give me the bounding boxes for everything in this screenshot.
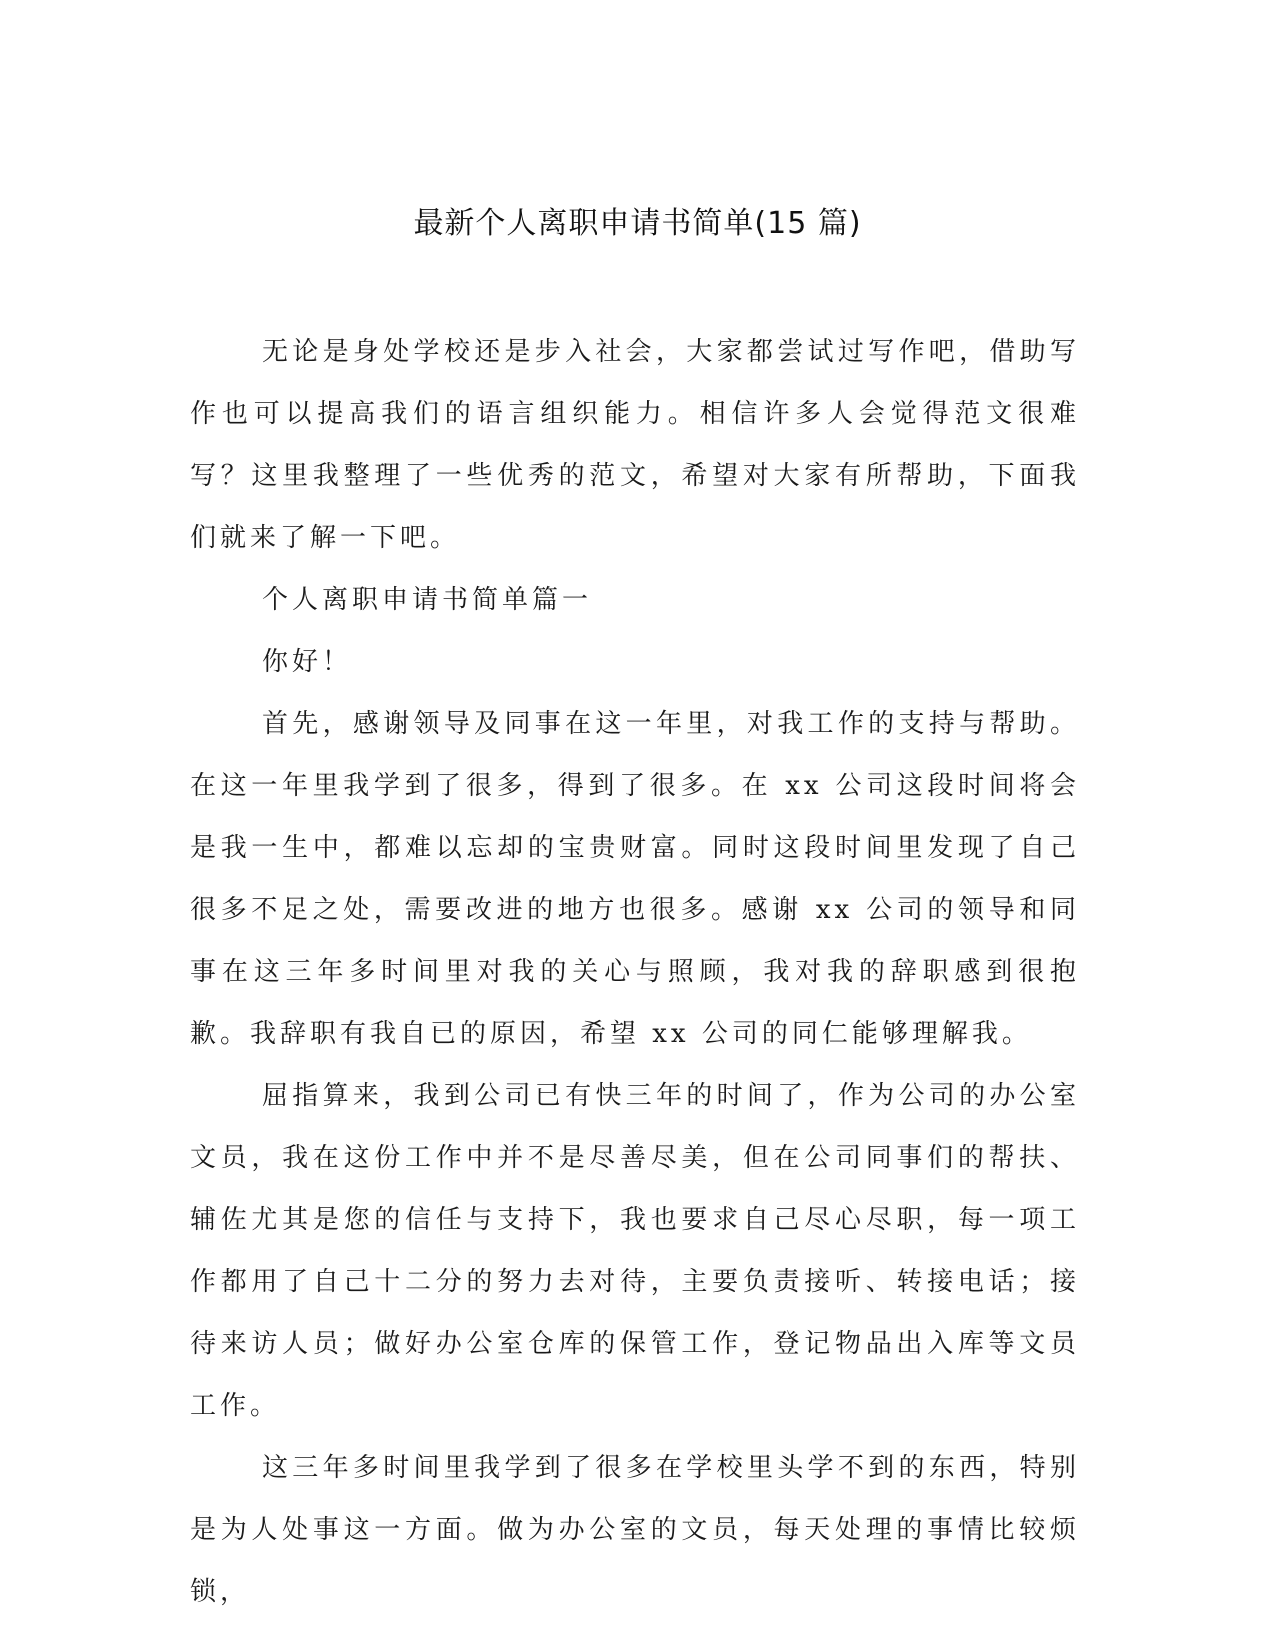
intro-paragraph: 无论是身处学校还是步入社会，大家都尝试过写作吧，借助写作也可以提高我们的语言组织能力。相信许多人会觉得范文很难写？这里我整理了一些优秀的范文，希望对大家有所帮助，下面我们就来了解一下吧。 [190,337,1080,553]
document-body [190,321,1080,1623]
body-paragraph: 首先，感谢领导及同事在这一年里，对我工作的支持与帮助。在这一年里我学到了很多，得到了很多。在 xx 公司这段时间将会是我一生中，都难以忘却的宝贵财富。同时这段时间里发现了自己很多不足之处，需要改进的地方也很多。感谢 xx 公司的领导和同事在这三年多时间里对我的关心与照顾，我对我的辞职感到很抱歉。我辞职有我自已的原因，希望 xx 公司的同仁能够理解我。 [190,709,1080,1049]
body-paragraph: 屈指算来，我到公司已有快三年的时间了，作为公司的办公室文员，我在这份工作中并不是尽善尽美，但在公司同事们的帮扶、辅佐尤其是您的信任与支持下，我也要求自己尽心尽职，每一项工作都用了自己十二分的努力去对待，主要负责接听、转接电话；接待来访人员；做好办公室仓库的保管工作，登记物品出入库等文员工作。 [190,1081,1080,1421]
section-heading: 个人离职申请书简单篇一 [262,585,593,615]
greeting-paragraph: 你好！ [262,647,353,677]
document-title: 最新个人离职申请书简单(15 篇) [413,206,862,241]
body-paragraph: 这三年多时间里我学到了很多在学校里头学不到的东西，特别是为人处事这一方面。做为办公室的文员，每天处理的事情比较烦锁， [190,1453,1080,1607]
